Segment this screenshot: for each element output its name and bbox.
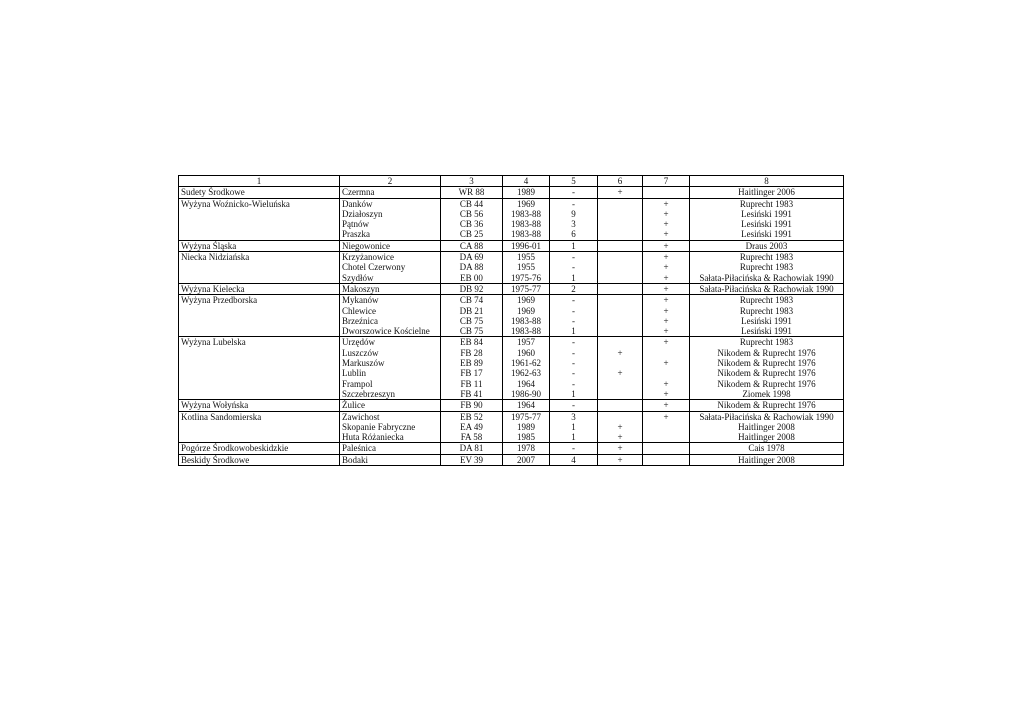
source-cell: Sałata-Piłacińska & Rachowiak 1990: [690, 273, 844, 284]
col5-cell: -: [550, 306, 598, 316]
data-table: [178, 175, 844, 466]
table-row: [179, 187, 844, 198]
col5-cell: -: [550, 379, 598, 389]
col6-cell: [598, 337, 643, 348]
locality-cell: Bodaki: [340, 454, 441, 465]
col5-cell: 6: [550, 229, 598, 240]
col5-cell: 1: [550, 389, 598, 400]
region-cell: [179, 219, 340, 229]
column-header: 5: [550, 176, 598, 187]
col7-cell: +: [643, 316, 690, 326]
col5-cell: 1: [550, 326, 598, 337]
years-cell: 1989: [503, 187, 550, 198]
locality-cell: Skopanie Fabryczne: [340, 422, 441, 432]
grid-square-cell: FB 17: [441, 368, 503, 378]
years-cell: 1983-88: [503, 326, 550, 337]
locality-cell: Praszka: [340, 229, 441, 240]
column-header: 1: [179, 176, 340, 187]
table-row: [179, 432, 844, 443]
col7-cell: +: [643, 337, 690, 348]
table-row: [179, 240, 844, 251]
years-cell: 1983-88: [503, 316, 550, 326]
source-cell: Nikodem & Ruprecht 1976: [690, 379, 844, 389]
region-cell: Wyżyna Woźnicko-Wieluńska: [179, 198, 340, 209]
source-cell: Lesiński 1991: [690, 316, 844, 326]
source-cell: Lesiński 1991: [690, 219, 844, 229]
years-cell: 1983-88: [503, 229, 550, 240]
grid-square-cell: CB 75: [441, 326, 503, 337]
table-row: [179, 326, 844, 337]
col5-cell: -: [550, 358, 598, 368]
years-cell: 1969: [503, 306, 550, 316]
years-cell: 1975-77: [503, 283, 550, 294]
col7-cell: [643, 422, 690, 432]
table-row: [179, 443, 844, 454]
col6-cell: [598, 283, 643, 294]
locality-cell: Krzyżanowice: [340, 252, 441, 263]
table-row: [179, 358, 844, 368]
years-cell: 1964: [503, 400, 550, 411]
region-cell: [179, 368, 340, 378]
table-row: [179, 219, 844, 229]
column-header: 8: [690, 176, 844, 187]
col5-cell: -: [550, 198, 598, 209]
col6-cell: [598, 295, 643, 306]
locality-cell: Frampol: [340, 379, 441, 389]
locality-cell: Zawichost: [340, 411, 441, 422]
col5-cell: -: [550, 262, 598, 272]
grid-square-cell: CB 25: [441, 229, 503, 240]
column-header: 3: [441, 176, 503, 187]
source-cell: Draus 2003: [690, 240, 844, 251]
col5-cell: 3: [550, 411, 598, 422]
source-cell: Ruprecht 1983: [690, 295, 844, 306]
grid-square-cell: DA 88: [441, 262, 503, 272]
col5-cell: -: [550, 443, 598, 454]
grid-square-cell: CA 88: [441, 240, 503, 251]
source-cell: Nikodem & Ruprecht 1976: [690, 348, 844, 358]
col6-cell: [598, 240, 643, 251]
source-cell: Haitlinger 2008: [690, 422, 844, 432]
grid-square-cell: FA 58: [441, 432, 503, 443]
col7-cell: +: [643, 326, 690, 337]
region-cell: [179, 358, 340, 368]
region-cell: Wyżyna Lubelska: [179, 337, 340, 348]
years-cell: 1961-62: [503, 358, 550, 368]
grid-square-cell: DA 69: [441, 252, 503, 263]
col7-cell: +: [643, 389, 690, 400]
grid-square-cell: DB 92: [441, 283, 503, 294]
col6-cell: +: [598, 368, 643, 378]
table-row: [179, 295, 844, 306]
col6-cell: [598, 229, 643, 240]
region-cell: [179, 348, 340, 358]
source-cell: Lesiński 1991: [690, 209, 844, 219]
col7-cell: +: [643, 219, 690, 229]
region-cell: Niecka Nidziańska: [179, 252, 340, 263]
region-cell: [179, 306, 340, 316]
col7-cell: [643, 443, 690, 454]
header-row: [179, 176, 844, 187]
locality-cell: Pątnów: [340, 219, 441, 229]
locality-cell: Brzeźnica: [340, 316, 441, 326]
col5-cell: -: [550, 252, 598, 263]
col5-cell: 4: [550, 454, 598, 465]
column-header: 6: [598, 176, 643, 187]
locality-cell: Czermna: [340, 187, 441, 198]
grid-square-cell: EB 84: [441, 337, 503, 348]
locality-cell: Szczebrzeszyn: [340, 389, 441, 400]
grid-square-cell: EB 52: [441, 411, 503, 422]
col6-cell: [598, 316, 643, 326]
col6-cell: [598, 262, 643, 272]
region-cell: [179, 262, 340, 272]
locality-cell: Mykanów: [340, 295, 441, 306]
col7-cell: +: [643, 252, 690, 263]
locality-cell: Chlewice: [340, 306, 441, 316]
region-cell: [179, 273, 340, 284]
years-cell: 1962-63: [503, 368, 550, 378]
source-cell: Ruprecht 1983: [690, 252, 844, 263]
source-cell: Haitlinger 2008: [690, 432, 844, 443]
locality-cell: Makoszyn: [340, 283, 441, 294]
col7-cell: +: [643, 295, 690, 306]
col5-cell: 9: [550, 209, 598, 219]
col7-cell: [643, 368, 690, 378]
grid-square-cell: DB 21: [441, 306, 503, 316]
source-cell: Haitlinger 2006: [690, 187, 844, 198]
col6-cell: [598, 389, 643, 400]
col5-cell: -: [550, 337, 598, 348]
grid-square-cell: EA 49: [441, 422, 503, 432]
region-cell: [179, 229, 340, 240]
col6-cell: [598, 379, 643, 389]
years-cell: 1969: [503, 198, 550, 209]
col5-cell: -: [550, 187, 598, 198]
table-row: [179, 337, 844, 348]
col7-cell: [643, 187, 690, 198]
grid-square-cell: FB 41: [441, 389, 503, 400]
table-row: [179, 422, 844, 432]
col7-cell: +: [643, 262, 690, 272]
col5-cell: -: [550, 368, 598, 378]
years-cell: 1955: [503, 262, 550, 272]
locality-cell: Szydłów: [340, 273, 441, 284]
col6-cell: +: [598, 187, 643, 198]
locality-cell: Markuszów: [340, 358, 441, 368]
column-header: 2: [340, 176, 441, 187]
table-row: [179, 400, 844, 411]
years-cell: 1996-01: [503, 240, 550, 251]
col6-cell: [598, 209, 643, 219]
region-cell: Wyżyna Wołyńska: [179, 400, 340, 411]
table-row: [179, 389, 844, 400]
grid-square-cell: FB 28: [441, 348, 503, 358]
table-row: [179, 252, 844, 263]
region-cell: [179, 379, 340, 389]
years-cell: 1955: [503, 252, 550, 263]
col7-cell: +: [643, 306, 690, 316]
col5-cell: -: [550, 400, 598, 411]
source-cell: Ruprecht 1983: [690, 306, 844, 316]
locality-cell: Dworszowice Kościelne: [340, 326, 441, 337]
locality-cell: Działoszyn: [340, 209, 441, 219]
source-cell: Ruprecht 1983: [690, 337, 844, 348]
col7-cell: +: [643, 400, 690, 411]
col6-cell: +: [598, 348, 643, 358]
col6-cell: [598, 219, 643, 229]
region-cell: [179, 326, 340, 337]
col7-cell: +: [643, 209, 690, 219]
source-cell: Haitlinger 2008: [690, 454, 844, 465]
col7-cell: +: [643, 240, 690, 251]
table-row: [179, 454, 844, 465]
table-row: [179, 273, 844, 284]
table-row: [179, 198, 844, 209]
years-cell: 1983-88: [503, 219, 550, 229]
col5-cell: 3: [550, 219, 598, 229]
grid-square-cell: EB 89: [441, 358, 503, 368]
col7-cell: [643, 432, 690, 443]
col7-cell: +: [643, 229, 690, 240]
col6-cell: [598, 198, 643, 209]
col5-cell: -: [550, 348, 598, 358]
source-cell: Cais 1978: [690, 443, 844, 454]
years-cell: 1985: [503, 432, 550, 443]
locality-cell: Żulice: [340, 400, 441, 411]
grid-square-cell: CB 56: [441, 209, 503, 219]
source-cell: Nikodem & Ruprecht 1976: [690, 400, 844, 411]
table-row: [179, 379, 844, 389]
years-cell: 1964: [503, 379, 550, 389]
col6-cell: +: [598, 422, 643, 432]
col7-cell: +: [643, 411, 690, 422]
region-cell: Wyżyna Śląska: [179, 240, 340, 251]
region-cell: [179, 432, 340, 443]
locality-cell: Chotel Czerwony: [340, 262, 441, 272]
col6-cell: [598, 326, 643, 337]
table-row: [179, 306, 844, 316]
table-row: [179, 316, 844, 326]
grid-square-cell: FB 11: [441, 379, 503, 389]
col6-cell: [598, 252, 643, 263]
locality-cell: Danków: [340, 198, 441, 209]
years-cell: 1957: [503, 337, 550, 348]
years-cell: 1960: [503, 348, 550, 358]
col5-cell: 2: [550, 283, 598, 294]
col7-cell: +: [643, 358, 690, 368]
years-cell: 1975-77: [503, 411, 550, 422]
years-cell: 1986-90: [503, 389, 550, 400]
col7-cell: +: [643, 273, 690, 284]
locality-cell: Huta Różaniecka: [340, 432, 441, 443]
col5-cell: 1: [550, 422, 598, 432]
table-row: [179, 209, 844, 219]
region-cell: [179, 389, 340, 400]
table-row: [179, 262, 844, 272]
grid-square-cell: EB 00: [441, 273, 503, 284]
col7-cell: [643, 454, 690, 465]
years-cell: 1983-88: [503, 209, 550, 219]
grid-square-cell: DA 81: [441, 443, 503, 454]
grid-square-cell: WR 88: [441, 187, 503, 198]
locality-cell: Lublin: [340, 368, 441, 378]
years-cell: 1978: [503, 443, 550, 454]
grid-square-cell: EV 39: [441, 454, 503, 465]
source-cell: Sałata-Piłacińska & Rachowiak 1990: [690, 411, 844, 422]
region-cell: Beskidy Środkowe: [179, 454, 340, 465]
region-cell: [179, 209, 340, 219]
col7-cell: [643, 348, 690, 358]
column-header: 7: [643, 176, 690, 187]
grid-square-cell: CB 44: [441, 198, 503, 209]
table-row: [179, 348, 844, 358]
locality-cell: Urzędów: [340, 337, 441, 348]
source-cell: Lesiński 1991: [690, 326, 844, 337]
table-row: [179, 411, 844, 422]
col6-cell: +: [598, 432, 643, 443]
source-cell: Nikodem & Ruprecht 1976: [690, 368, 844, 378]
source-cell: Ziomek 1998: [690, 389, 844, 400]
col6-cell: [598, 306, 643, 316]
source-cell: Lesiński 1991: [690, 229, 844, 240]
source-cell: Sałata-Piłacińska & Rachowiak 1990: [690, 283, 844, 294]
col5-cell: -: [550, 316, 598, 326]
col6-cell: [598, 400, 643, 411]
region-cell: Kotlina Sandomierska: [179, 411, 340, 422]
col5-cell: -: [550, 295, 598, 306]
region-cell: [179, 316, 340, 326]
col7-cell: +: [643, 379, 690, 389]
column-header: 4: [503, 176, 550, 187]
grid-square-cell: CB 36: [441, 219, 503, 229]
years-cell: 1969: [503, 295, 550, 306]
table-row: [179, 229, 844, 240]
col7-cell: +: [643, 283, 690, 294]
col6-cell: +: [598, 454, 643, 465]
source-cell: Ruprecht 1983: [690, 198, 844, 209]
grid-square-cell: FB 90: [441, 400, 503, 411]
locality-cell: Paleśnica: [340, 443, 441, 454]
years-cell: 1989: [503, 422, 550, 432]
region-cell: Sudety Środkowe: [179, 187, 340, 198]
table-row: [179, 283, 844, 294]
col7-cell: +: [643, 198, 690, 209]
region-cell: Wyżyna Kielecka: [179, 283, 340, 294]
grid-square-cell: CB 74: [441, 295, 503, 306]
col5-cell: 1: [550, 240, 598, 251]
col5-cell: 1: [550, 273, 598, 284]
col6-cell: [598, 358, 643, 368]
grid-square-cell: CB 75: [441, 316, 503, 326]
col6-cell: [598, 273, 643, 284]
source-cell: Nikodem & Ruprecht 1976: [690, 358, 844, 368]
col5-cell: 1: [550, 432, 598, 443]
locality-cell: Luszczów: [340, 348, 441, 358]
table-row: [179, 368, 844, 378]
years-cell: 1975-76: [503, 273, 550, 284]
col6-cell: +: [598, 443, 643, 454]
region-cell: Pogórze Środkowobeskidzkie: [179, 443, 340, 454]
col6-cell: [598, 411, 643, 422]
table-body: [179, 187, 844, 466]
years-cell: 2007: [503, 454, 550, 465]
region-cell: Wyżyna Przedborska: [179, 295, 340, 306]
source-cell: Ruprecht 1983: [690, 262, 844, 272]
locality-cell: Niegowonice: [340, 240, 441, 251]
region-cell: [179, 422, 340, 432]
